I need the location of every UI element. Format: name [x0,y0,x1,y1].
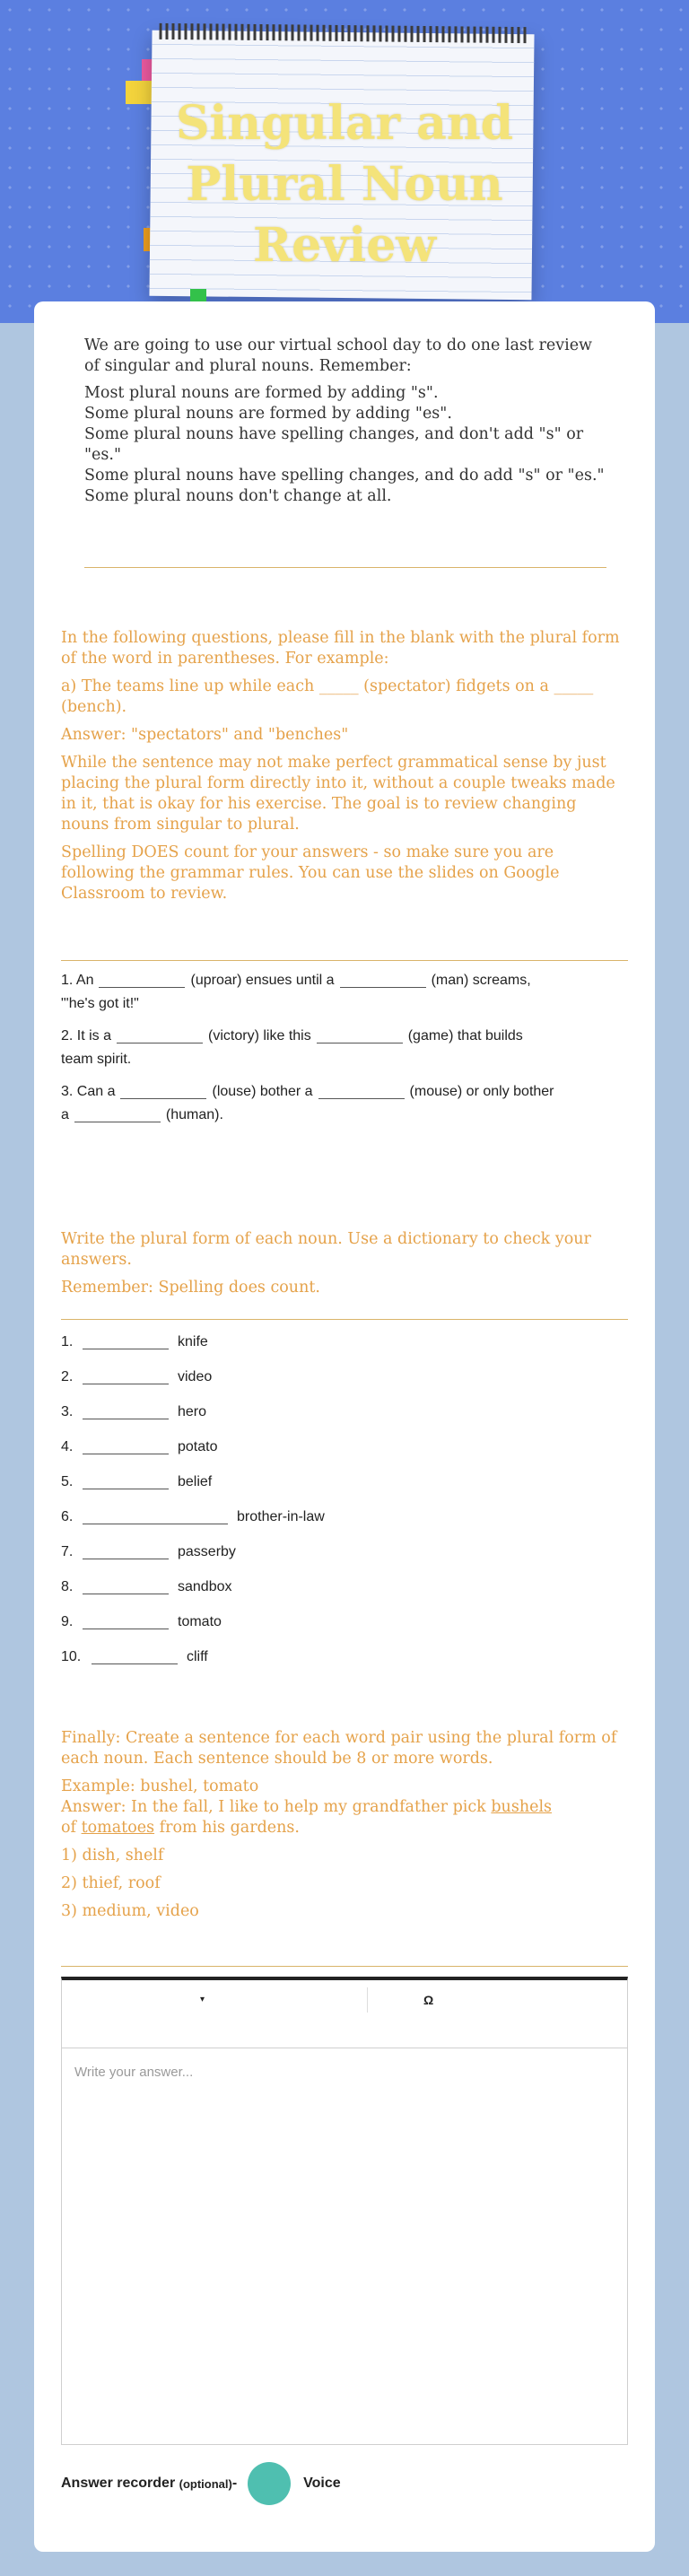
noun-input[interactable] [83,1332,169,1349]
page-title: Singular and Plural Noun Review [175,96,514,273]
notebook-spiral [159,23,527,43]
blank-input[interactable] [120,1081,206,1099]
noun-input[interactable] [83,1541,169,1559]
blank-input[interactable] [317,1026,403,1043]
blank-input[interactable] [318,1081,405,1099]
section-1-instructions [61,628,628,912]
section-2-divider [61,1319,628,1320]
page-header [0,0,689,323]
section-2-instruction: Write the plural form of each noun. Use a dictionary to check your answers. [61,1230,591,1269]
chevron-down-icon[interactable]: ▾ [200,1995,205,2004]
noun-input[interactable] [83,1367,169,1384]
rule-list [84,383,606,507]
noun-row: 4. potato [61,1436,217,1457]
record-button[interactable] [248,2462,291,2505]
editor-toolbar [62,1980,627,2048]
noun-input[interactable] [83,1436,169,1454]
recorder-dash: - [231,2476,238,2491]
noun-row: 10. cliff [61,1646,208,1667]
blank-input[interactable] [74,1105,161,1122]
question-3: 3. Can a (louse) bother a (mouse) or only bother a (human). [61,1080,628,1127]
section-1-note: While the sentence may not make perfect grammatical sense by just placing the plural form directly into it, without a couple tweaks made in it, that is okay for his exercise. The goal is to review changing nouns from singular to plural. [61,754,615,834]
noun-input[interactable] [83,1506,228,1524]
section-3-divider [61,1966,628,1967]
intro-block [84,336,606,507]
rule-item: Some plural nouns don't change at all. [84,487,392,505]
noun-row: 1. knife [61,1332,208,1352]
blank-input[interactable] [99,970,185,988]
section-3-instructions [61,1728,628,1929]
rule-item: Some plural nouns have spelling changes, and don't add "s" or "es." [84,425,584,464]
answer-editor [61,1977,628,2445]
section-3-answer: Answer: In the fall, I like to help my grandfather pick bushels of tomatoes from his gardens. [61,1798,553,1837]
section-2-instructions [61,1229,628,1305]
section-3-example: Example: bushel, tomato [61,1777,259,1795]
noun-input[interactable] [83,1402,169,1419]
word-pair-2: 2) thief, roof [61,1874,161,1892]
noun-row: 8. sandbox [61,1576,232,1597]
noun-row: 6. brother-in-law [61,1506,325,1527]
rule-item: Some plural nouns have spelling changes, and do add "s" or "es." [84,467,605,485]
word-pair-1: 1) dish, shelf [61,1847,164,1864]
question-2: 2. It is a (victory) like this (game) that builds team spirit. [61,1025,628,1071]
word-pair-3: 3) medium, video [61,1902,199,1920]
noun-input[interactable] [83,1576,169,1594]
noun-row: 5. belief [61,1471,212,1492]
noun-input[interactable] [92,1646,178,1664]
section-1-example: a) The teams line up while each _____ (spectator) fidgets on a _____ (bench). [61,677,594,716]
noun-row: 3. hero [61,1402,206,1422]
recorder-label: Answer recorder [61,2476,176,2491]
blank-input[interactable] [117,1026,203,1043]
rule-item: Most plural nouns are formed by adding "s". [84,384,439,402]
section-1-answer: Answer: "spectators" and "benches" [61,726,349,744]
special-character-icon[interactable]: Ω [423,1993,434,2007]
question-1: 1. An (uproar) ensues until a (man) screams, "'he's got it!" [61,969,628,1016]
recorder-optional: (optional) [179,2476,232,2491]
voice-label: Voice [303,2476,341,2491]
section-1-divider [61,960,628,961]
noun-row: 2. video [61,1367,212,1387]
noun-row: 7. passerby [61,1541,236,1562]
noun-input[interactable] [83,1611,169,1629]
toolbar-separator [367,1987,368,2013]
intro-lead: We are going to use our virtual school day to do one last review of singular and plural nouns. Remember: [84,336,593,375]
noun-input[interactable] [83,1471,169,1489]
lesson-card [34,301,655,2552]
noun-row: 9. tomato [61,1611,222,1632]
section-2-remember: Remember: Spelling does count. [61,1279,320,1297]
blank-input[interactable] [340,970,426,988]
section-3-instruction: Finally: Create a sentence for each word pair using the plural form of each noun. Each sentence should be 8 or more words. [61,1729,617,1768]
answer-textarea[interactable] [62,2048,627,2443]
answer-recorder [61,2462,341,2505]
section-1-instruction: In the following questions, please fill in the blank with the plural form of the word in parentheses. For example: [61,629,620,668]
section-1-spelling: Spelling DOES count for your answers - so make sure you are following the grammar rules. You can use the slides on Google Classroom to review. [61,843,560,903]
intro-divider [84,567,606,568]
rule-item: Some plural nouns are formed by adding "es". [84,405,452,423]
